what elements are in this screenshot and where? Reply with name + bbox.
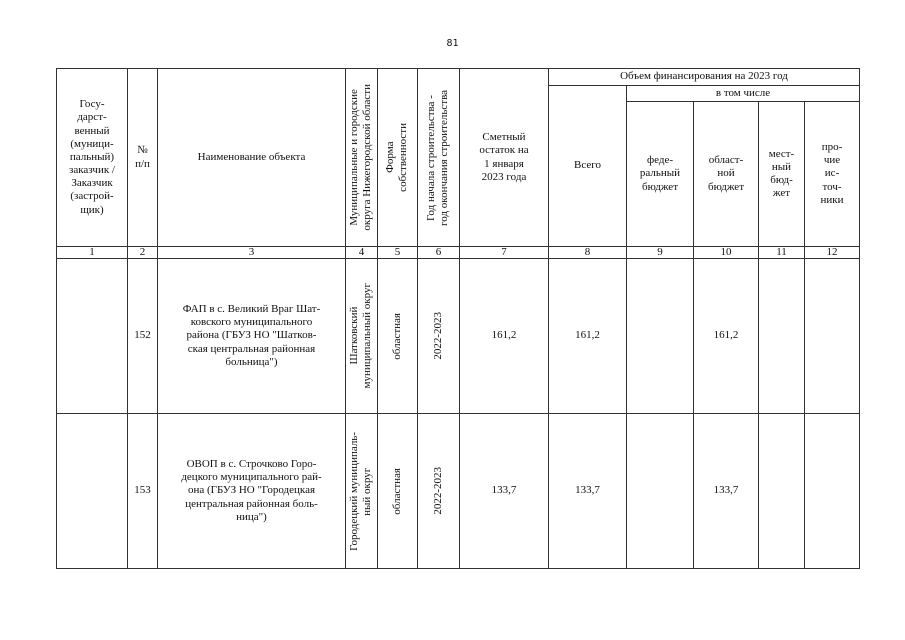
financing-table — [56, 68, 860, 569]
header-customer: Госу- дарст- венный (муници- пальный) заказчик / Заказчик (застрой- щик) — [57, 69, 128, 247]
header-row-1 — [57, 69, 860, 86]
row-other — [805, 414, 860, 569]
header-ownership: Форма собственности — [384, 123, 410, 192]
column-number: 8 — [549, 247, 627, 259]
row-ownership-cell — [378, 259, 418, 414]
row-local — [759, 414, 805, 569]
column-number: 4 — [346, 247, 378, 259]
row-total: 133,7 — [549, 414, 627, 569]
header-regional: област- ной бюджет — [694, 102, 759, 247]
row-federal — [627, 259, 694, 414]
column-number: 5 — [378, 247, 418, 259]
row-ownership: областная — [390, 312, 403, 360]
row-local — [759, 259, 805, 414]
row-regional: 161,2 — [694, 259, 759, 414]
table-row — [57, 414, 860, 569]
row-customer — [57, 259, 128, 414]
header-other: про- чие ис- точ- ники — [805, 102, 860, 247]
row-other — [805, 259, 860, 414]
column-number: 6 — [418, 247, 460, 259]
row-remainder: 161,2 — [460, 259, 549, 414]
row-object-name: ОВОП в с. Строчково Горо- децкого муниципального рай- она (ГБУЗ НО "Городецкая центральная районная боль- ница") — [158, 414, 346, 569]
column-number: 2 — [128, 247, 158, 259]
row-object-name: ФАП в с. Великий Враг Шат- ковского муниципального района (ГБУЗ НО "Шатков- ская центральная районная больница") — [158, 259, 346, 414]
header-district: Муниципальные и городские округа Нижегородской области — [348, 84, 374, 231]
row-district: Шатковский муниципальный округ — [348, 283, 374, 389]
row-customer — [57, 414, 128, 569]
header-district-cell — [346, 69, 378, 247]
header-local: мест- ный бюд- жет — [759, 102, 805, 247]
column-number: 10 — [694, 247, 759, 259]
row-district-cell — [346, 259, 378, 414]
row-years-cell — [418, 414, 460, 569]
header-total: Всего — [549, 86, 627, 247]
row-years-cell — [418, 259, 460, 414]
header-federal: феде- ральный бюджет — [627, 102, 694, 247]
column-number: 9 — [627, 247, 694, 259]
row-ownership-cell — [378, 414, 418, 569]
row-ownership: областная — [390, 467, 403, 515]
row-federal — [627, 414, 694, 569]
row-years: 2022-2023 — [431, 467, 444, 515]
row-district-cell — [346, 414, 378, 569]
row-years: 2022-2023 — [431, 312, 444, 360]
header-years-cell — [418, 69, 460, 247]
header-ownership-cell — [378, 69, 418, 247]
row-regional: 133,7 — [694, 414, 759, 569]
row-index: 152 — [128, 259, 158, 414]
column-number: 1 — [57, 247, 128, 259]
header-financing: Объем финансирования на 2023 год — [549, 69, 860, 86]
column-number: 3 — [158, 247, 346, 259]
row-remainder: 133,7 — [460, 414, 549, 569]
row-total: 161,2 — [549, 259, 627, 414]
header-years: Год начала строительства - год окончания строительства — [425, 89, 451, 226]
column-number: 12 — [805, 247, 860, 259]
header-including: в том числе — [627, 86, 860, 102]
column-number: 11 — [759, 247, 805, 259]
column-number: 7 — [460, 247, 549, 259]
header-object-name: Наименование объекта — [158, 69, 346, 247]
row-index: 153 — [128, 414, 158, 569]
row-district: Городецкий муниципаль- ный округ — [348, 431, 374, 551]
table-row — [57, 259, 860, 414]
header-index: № п/п — [128, 69, 158, 247]
column-numbers-row — [57, 247, 860, 259]
header-remainder: Сметный остаток на 1 января 2023 года — [460, 69, 549, 247]
page-number: 81 — [446, 38, 459, 49]
